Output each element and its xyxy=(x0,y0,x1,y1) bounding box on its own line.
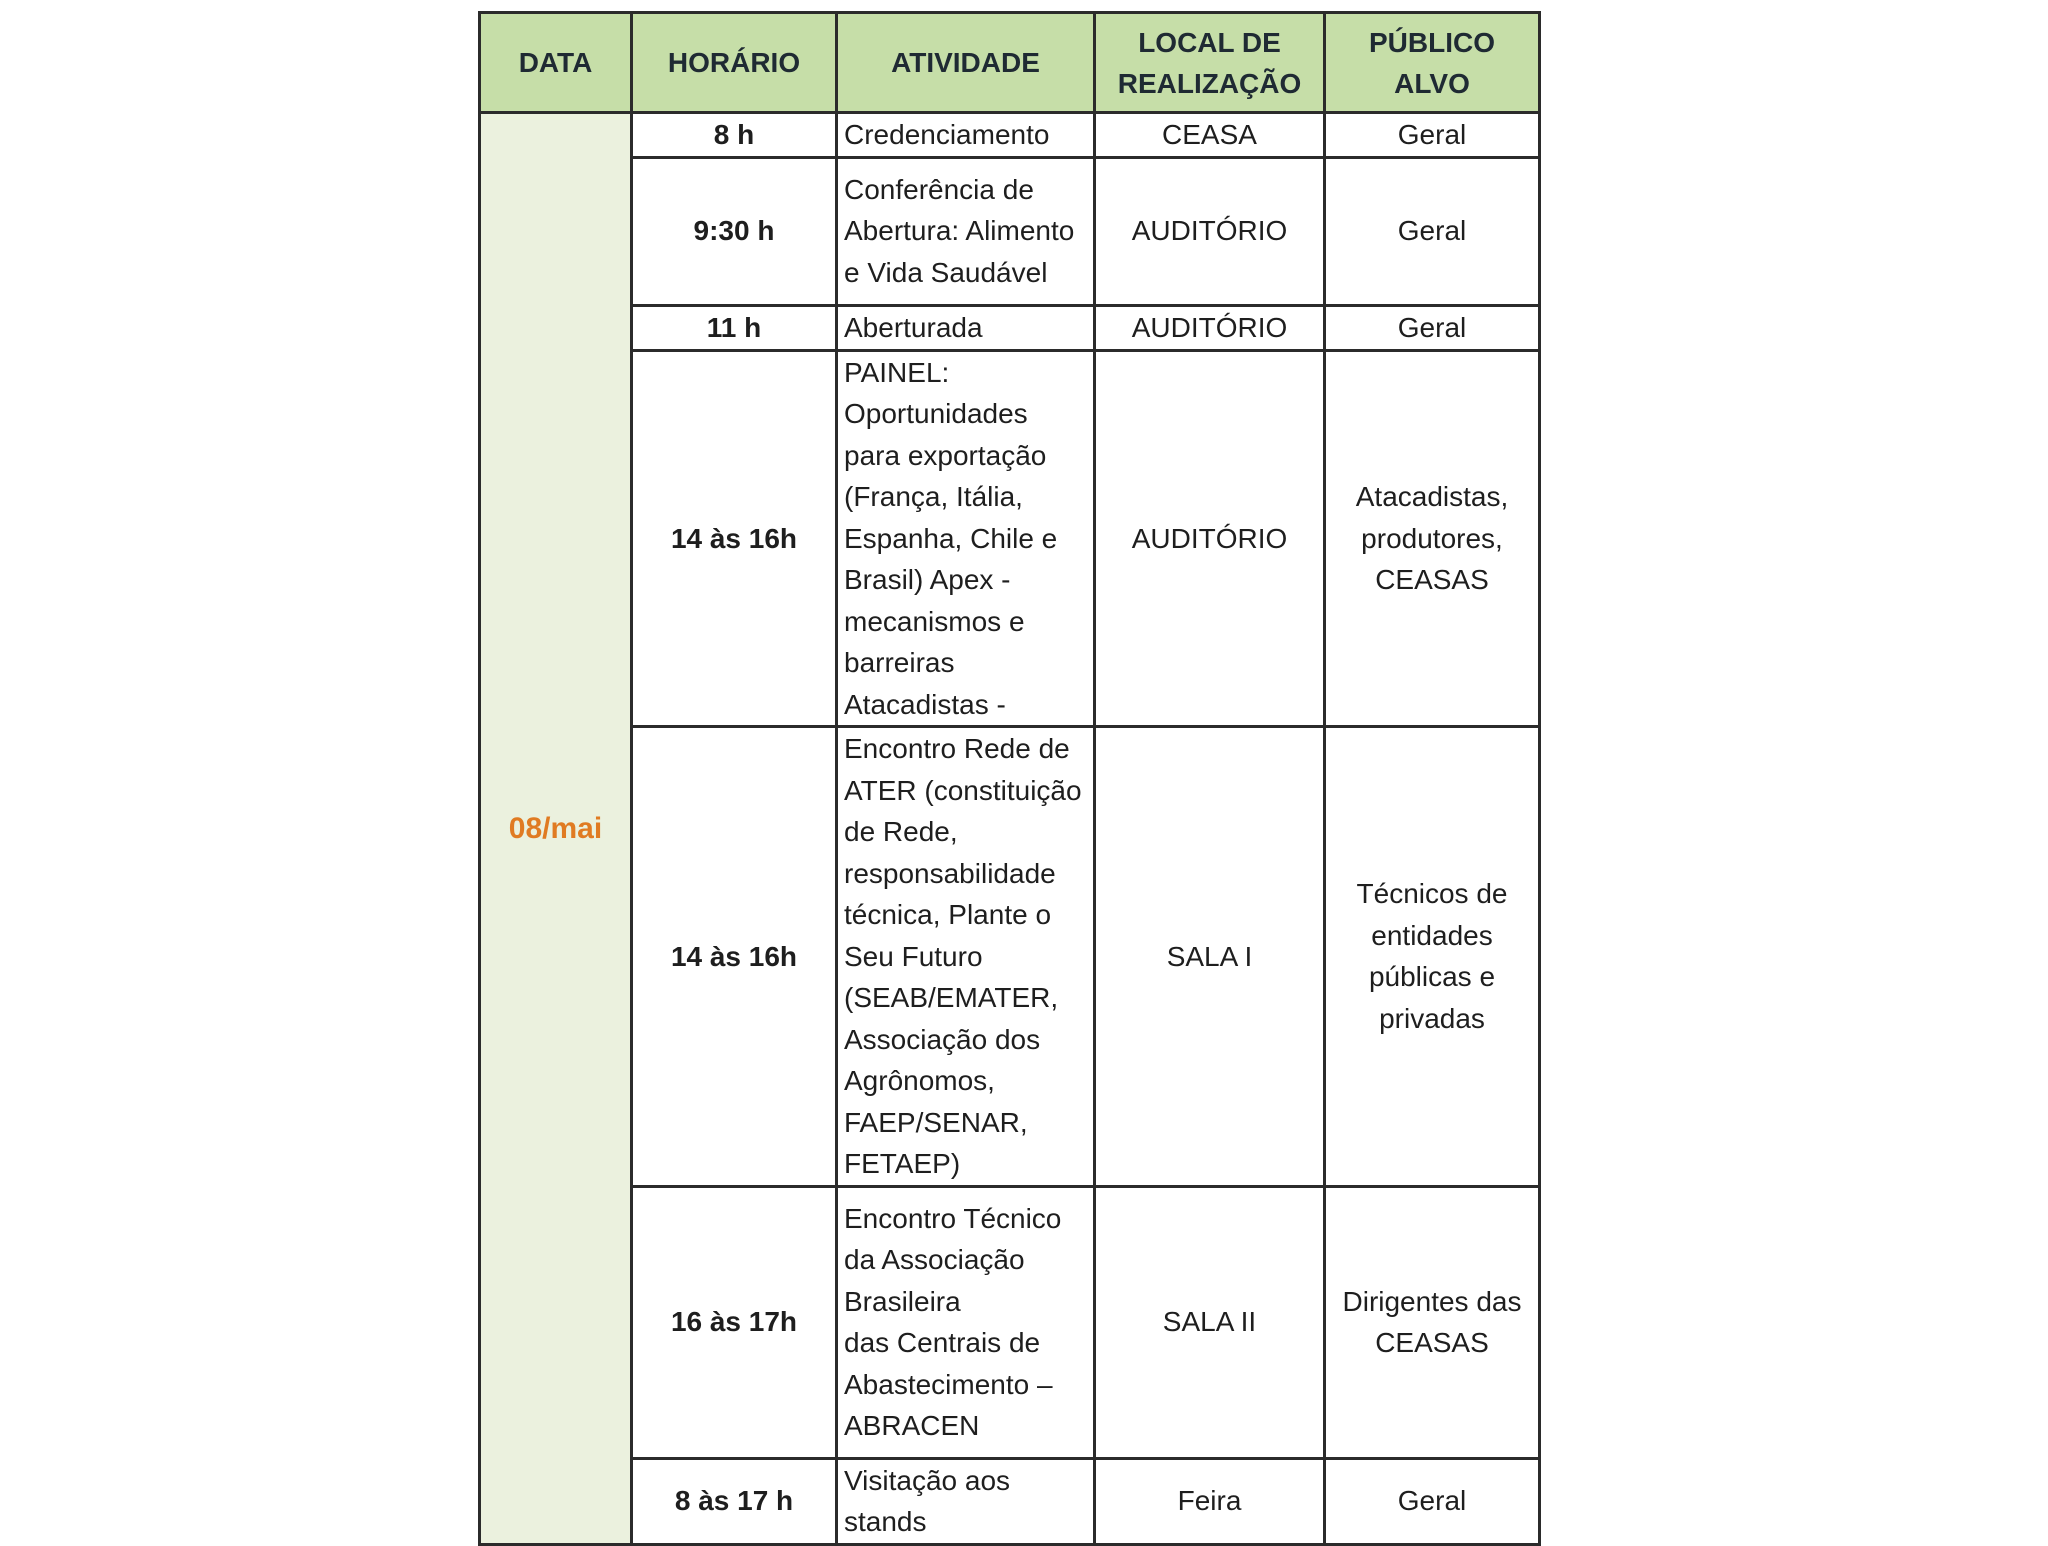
header-audience: PÚBLICO ALVO xyxy=(1325,13,1540,113)
header-activity: ATIVIDADE xyxy=(837,13,1095,113)
activity-cell xyxy=(837,113,1095,158)
header-time: HORÁRIO xyxy=(632,13,837,113)
audience-cell xyxy=(1325,1458,1540,1544)
time-cell: 16 às 17h xyxy=(632,1186,837,1458)
time-cell: 8 às 17 h xyxy=(632,1458,837,1544)
audience-cell xyxy=(1325,350,1540,727)
activity-text: Encontro Técnico da Associação Brasileira das Centrais de Abastecimento – ABRACEN xyxy=(844,1202,1062,1441)
audience-cell xyxy=(1325,113,1540,158)
location-cell: SALA I xyxy=(1095,727,1325,1187)
activity-text: Aberturada xyxy=(844,311,983,343)
activity-cell xyxy=(837,305,1095,350)
activity-cell xyxy=(837,727,1095,1187)
audience-text: Geral xyxy=(1397,215,1467,247)
audience-cell xyxy=(1325,727,1540,1187)
location-cell: CEASA xyxy=(1095,113,1325,158)
table-row xyxy=(480,113,1540,158)
audience-cell xyxy=(1325,1186,1540,1458)
time-cell: 8 h xyxy=(632,113,837,158)
audience-cell xyxy=(1325,305,1540,350)
audience-text: Geral xyxy=(1397,119,1467,150)
header-date: DATA xyxy=(480,13,632,113)
location-cell: AUDITÓRIO xyxy=(1095,350,1325,727)
activity-text: PAINEL: Oportunidades para exportação (França, Itália, Espanha, Chile e Brasil) Apex - mecanismos e barreiras Atacadistas - xyxy=(844,356,1058,720)
date-cell: 08/mai xyxy=(480,113,632,1545)
event-schedule-table xyxy=(478,11,1541,1546)
time-cell: 11 h xyxy=(632,305,837,350)
header-location xyxy=(1095,13,1325,113)
time-cell: 14 às 16h xyxy=(632,350,837,727)
time-cell: 14 às 16h xyxy=(632,727,837,1187)
audience-text: Geral xyxy=(1397,1485,1467,1517)
time-cell: 9:30 h xyxy=(632,157,837,305)
location-cell: SALA II xyxy=(1095,1186,1325,1458)
activity-cell xyxy=(837,1458,1095,1544)
table-row xyxy=(480,1458,1540,1544)
location-cell: AUDITÓRIO xyxy=(1095,305,1325,350)
audience-text: Geral xyxy=(1397,311,1467,343)
table-row xyxy=(480,1186,1540,1458)
activity-text: Encontro Rede de ATER (constituição de Rede, responsabilidade técnica, Plante o Seu Futuro (SEAB/EMATER, Associação dos Agrônomos, FAEP/SENAR, FETAEP) xyxy=(844,733,1082,1179)
location-cell: AUDITÓRIO xyxy=(1095,157,1325,305)
table-row xyxy=(480,157,1540,305)
activity-cell xyxy=(837,157,1095,305)
activity-text: Conferência de Abertura: Alimento e Vida Saudável xyxy=(844,173,1075,288)
location-cell: Feira xyxy=(1095,1458,1325,1544)
table-row xyxy=(480,727,1540,1187)
audience-text: Atacadistas, produtores, CEASAS xyxy=(1355,481,1509,595)
activity-cell xyxy=(837,1186,1095,1458)
table-row xyxy=(480,350,1540,727)
activity-cell xyxy=(837,350,1095,727)
header-location-label: LOCAL DE REALIZAÇÃO xyxy=(1117,26,1302,99)
activity-text: Credenciamento xyxy=(844,119,1050,150)
table-row xyxy=(480,305,1540,350)
activity-text: Visitação aos stands xyxy=(844,1464,1011,1537)
audience-cell xyxy=(1325,157,1540,305)
audience-text: Técnicos de entidades públicas e privadas xyxy=(1356,878,1508,1034)
header-row xyxy=(480,13,1540,113)
audience-text: Dirigentes das CEASAS xyxy=(1342,1285,1522,1358)
